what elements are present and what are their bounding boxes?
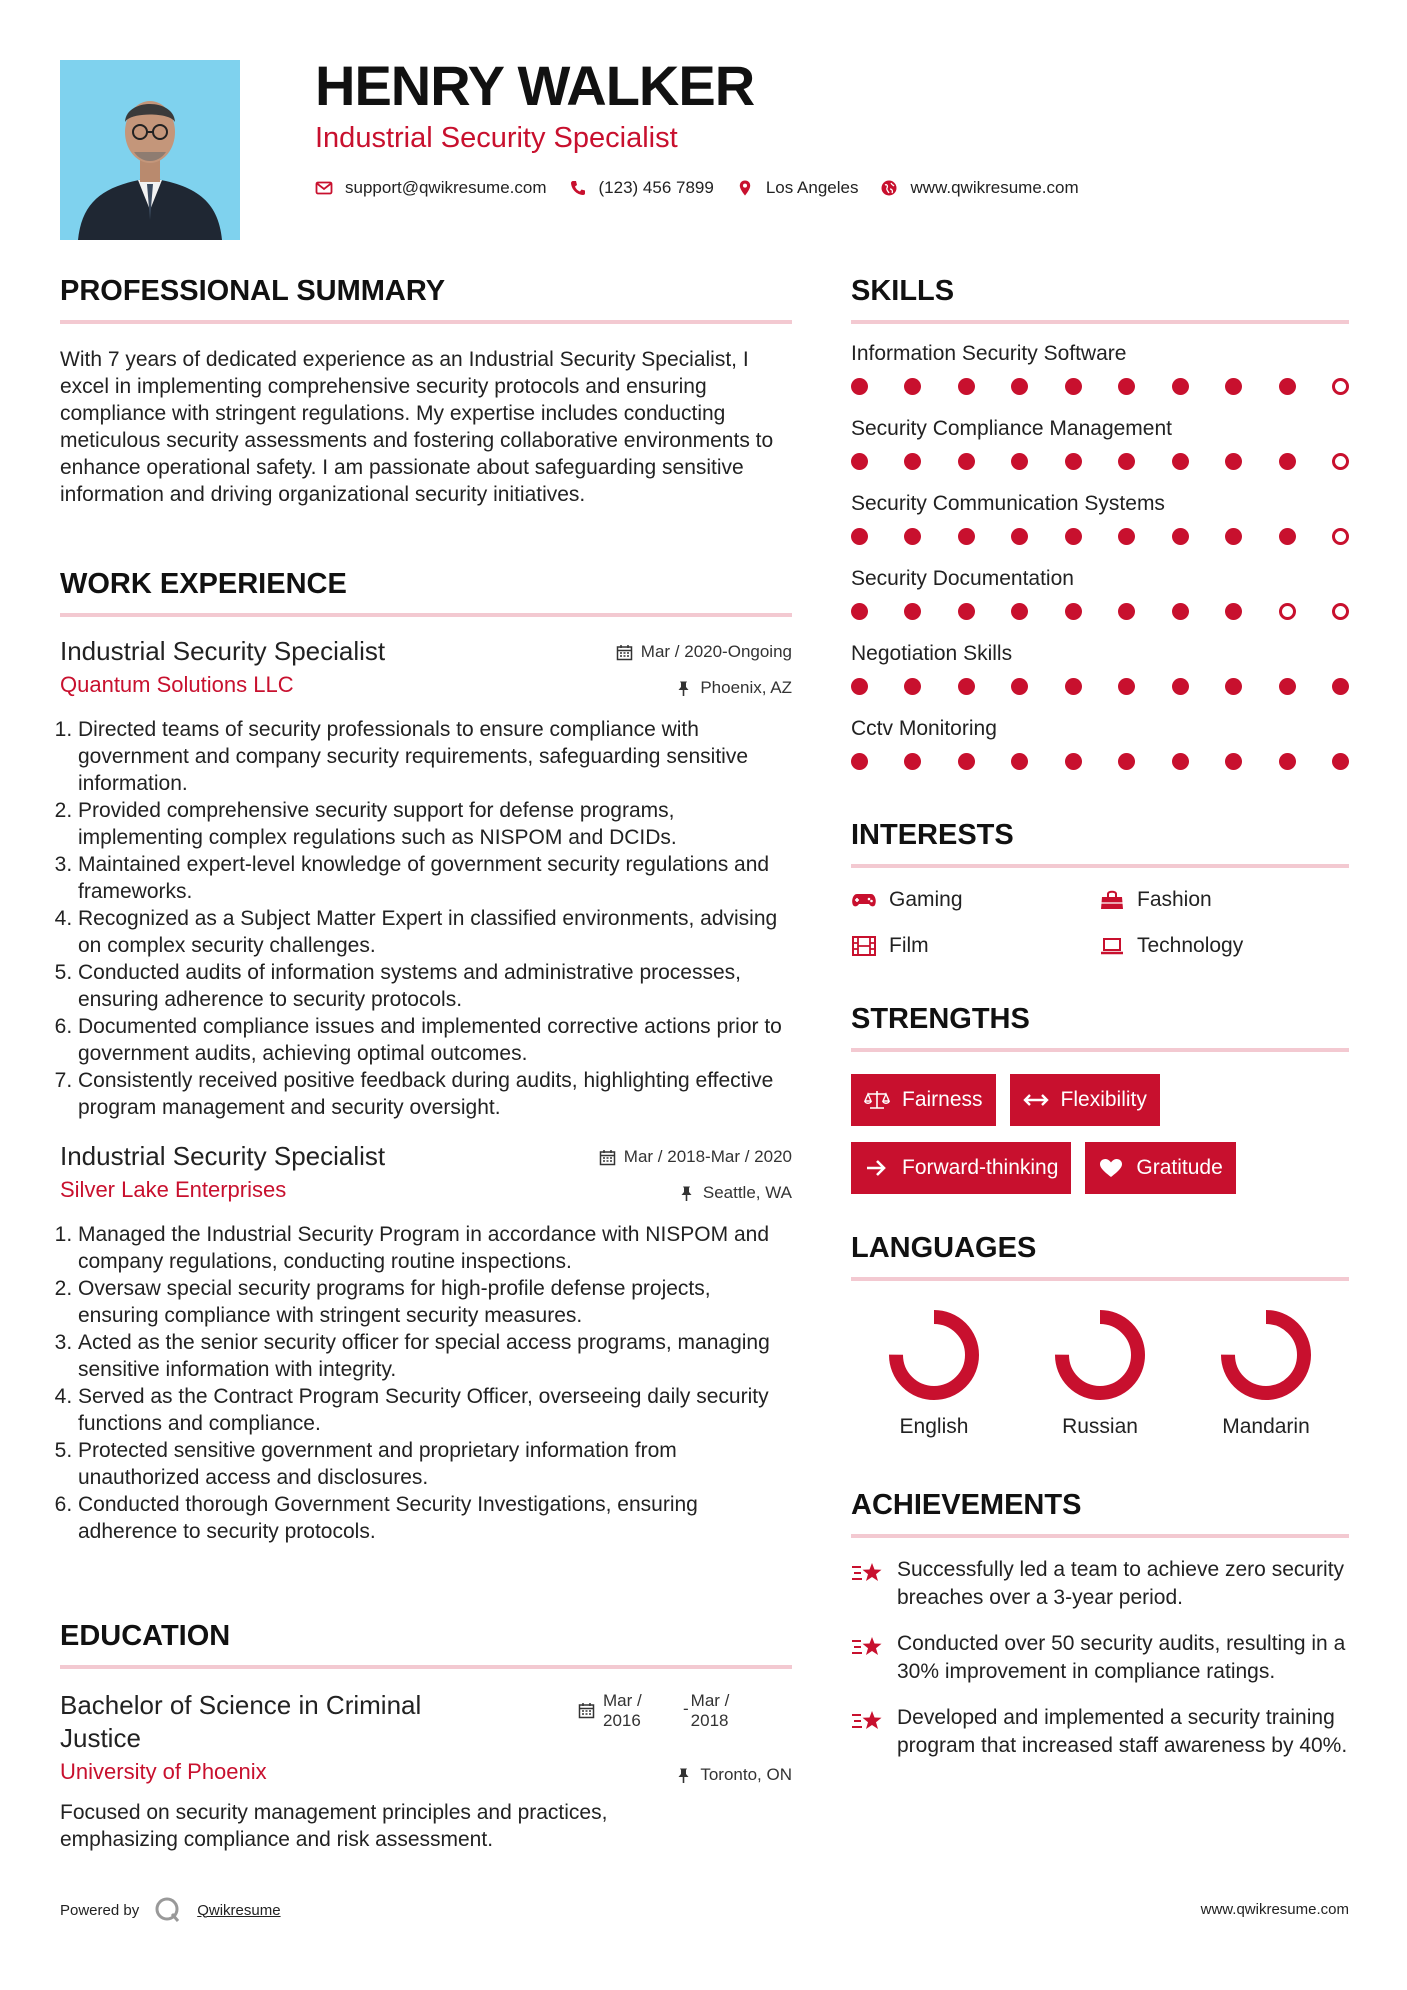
rating-dot — [904, 753, 921, 770]
rating-dot — [1332, 378, 1349, 395]
rating-dot — [904, 528, 921, 545]
language-item — [1183, 1307, 1349, 1439]
rating-dot — [1332, 453, 1349, 470]
map-pin-icon — [736, 179, 754, 197]
job-subheader — [60, 1177, 792, 1211]
rating-dot — [1118, 378, 1135, 395]
heart-icon — [1098, 1157, 1124, 1179]
rating-dot — [1011, 678, 1028, 695]
contact-bar — [315, 178, 1101, 198]
gamepad-icon — [851, 889, 877, 911]
achievement-text: Conducted over 50 security audits, resulting in a 30% improvement in compliance ratings. — [897, 1632, 1346, 1683]
degree-title: Bachelor of Science in Criminal Justice — [60, 1690, 422, 1753]
education-description: Focused on security management principles and practices, emphasizing compliance and risk assessment. — [60, 1801, 608, 1851]
school-location-text: Toronto, ON — [700, 1765, 792, 1784]
job-bullets — [60, 1221, 792, 1545]
strength-label: Flexibility — [1060, 1088, 1147, 1111]
skills-heading: SKILLS — [851, 277, 1349, 324]
rating-dot — [1172, 378, 1189, 395]
languages-list — [851, 1307, 1349, 1439]
strengths-tags — [851, 1074, 1349, 1210]
skill-name: Security Communication Systems — [851, 492, 1165, 515]
rating-dot — [1011, 753, 1028, 770]
interests-section — [851, 821, 1349, 958]
job-title: Industrial Security Specialist — [60, 1141, 386, 1171]
rating-dot — [1172, 753, 1189, 770]
rating-dot — [1118, 753, 1135, 770]
calendar-icon — [599, 1149, 616, 1166]
location-text: Los Angeles — [765, 178, 859, 197]
achievement-item — [851, 1630, 1349, 1686]
end-month: Mar / — [690, 1691, 730, 1710]
rating-dot — [1172, 603, 1189, 620]
interests-heading: INTERESTS — [851, 821, 1349, 868]
rating-dot — [851, 453, 868, 470]
rating-dot — [904, 453, 921, 470]
education-start-date — [603, 1691, 683, 1731]
rating-dot — [1065, 753, 1082, 770]
phone-text: (123) 456 7899 — [598, 178, 714, 197]
start-year: 2016 — [603, 1711, 641, 1730]
strength-tag — [1010, 1074, 1160, 1126]
job-company: Quantum Solutions LLC — [60, 672, 294, 697]
rating-dot — [1065, 528, 1082, 545]
powered-by-label: Powered by — [60, 1901, 140, 1919]
list-item: 2. Oversaw special security programs for high-profile defense projects, ensuring compliance with stringent security measures. — [78, 1275, 792, 1329]
candidate-title: Industrial Security Specialist — [315, 122, 678, 154]
education-header — [60, 1689, 792, 1759]
skill-rating — [851, 744, 1349, 778]
rating-dot — [1225, 378, 1242, 395]
rating-dot — [1279, 753, 1296, 770]
skill-name: Security Documentation — [851, 567, 1074, 590]
rating-dot — [904, 678, 921, 695]
arrows-horizontal-icon — [1023, 1089, 1049, 1111]
job-bullets — [60, 716, 792, 1121]
interest-item — [1099, 934, 1349, 958]
rating-dot — [958, 753, 975, 770]
skills-section — [851, 277, 1349, 789]
rating-dot — [1011, 453, 1028, 470]
rating-dot — [958, 603, 975, 620]
shooting-star-icon — [851, 1706, 885, 1736]
rating-dot — [1011, 603, 1028, 620]
interests-grid — [851, 888, 1349, 958]
achievement-item — [851, 1556, 1349, 1612]
rating-dot — [1065, 453, 1082, 470]
rating-dot — [1225, 528, 1242, 545]
rating-dot — [1065, 603, 1082, 620]
strength-label: Forward-thinking — [902, 1156, 1059, 1179]
rating-dot — [958, 528, 975, 545]
rating-dot — [851, 603, 868, 620]
job-entry — [60, 1141, 792, 1545]
job-title: Industrial Security Specialist — [60, 636, 386, 666]
achievements-section — [851, 1491, 1349, 1760]
pushpin-icon — [675, 680, 692, 697]
rating-dot — [1279, 678, 1296, 695]
rating-dot — [1225, 753, 1242, 770]
job-header — [60, 1141, 792, 1177]
languages-heading: LANGUAGES — [851, 1234, 1349, 1281]
summary-heading: PROFESSIONAL SUMMARY — [60, 277, 792, 324]
shooting-star-icon — [851, 1558, 885, 1588]
job-entry — [60, 636, 792, 1121]
list-item: 2. Provided comprehensive security support for defense programs, implementing complex regulations such as NISPOM and DCIDs. — [78, 797, 792, 851]
rating-dot — [1332, 678, 1349, 695]
list-item: 5. Protected sensitive government and proprietary information from unauthorized access and disclosures. — [78, 1437, 792, 1491]
rating-dot — [1011, 378, 1028, 395]
globe-icon — [880, 179, 898, 197]
rating-dot — [1118, 453, 1135, 470]
rating-dot — [1332, 753, 1349, 770]
contact-phone[interactable] — [569, 178, 714, 198]
language-name: Russian — [1062, 1415, 1138, 1438]
rating-dot — [1172, 453, 1189, 470]
strength-label: Fairness — [902, 1088, 983, 1111]
language-name: Mandarin — [1222, 1415, 1310, 1438]
strength-tag — [851, 1074, 996, 1126]
job-subheader — [60, 672, 792, 706]
list-item: 6. Documented compliance issues and implemented corrective actions prior to government audits, achieving optimal outcomes. — [78, 1013, 792, 1067]
experience-heading: WORK EXPERIENCE — [60, 570, 792, 617]
list-item: 3. Maintained expert-level knowledge of government security regulations and frameworks. — [78, 851, 792, 905]
interest-item — [851, 888, 1099, 912]
rating-dot — [1011, 528, 1028, 545]
interest-item — [851, 934, 1099, 958]
footer-website[interactable]: www.qwikresume.com — [1200, 1901, 1349, 1918]
calendar-icon — [578, 1702, 595, 1719]
balance-scale-icon — [864, 1089, 890, 1111]
rating-dot — [904, 378, 921, 395]
job-company: Silver Lake Enterprises — [60, 1177, 287, 1202]
contact-website[interactable] — [880, 178, 1078, 198]
interest-label: Gaming — [889, 888, 963, 911]
rating-dot — [851, 678, 868, 695]
education-end-date — [691, 1691, 730, 1731]
rating-dot — [1279, 378, 1296, 395]
education-heading: EDUCATION — [60, 1622, 792, 1669]
rating-dot — [851, 528, 868, 545]
pushpin-icon — [678, 1185, 695, 1202]
interest-label: Film — [889, 934, 929, 957]
list-item: 5. Conducted audits of information systems and administrative processes, ensuring adherence to security protocols. — [78, 959, 792, 1013]
job-date-text: Mar / 2020-Ongoing — [640, 642, 792, 661]
rating-dot — [1225, 603, 1242, 620]
skill-rating — [851, 594, 1349, 628]
rating-dot — [1332, 528, 1349, 545]
rating-dot — [1065, 678, 1082, 695]
contact-location — [736, 178, 859, 198]
calendar-icon — [616, 644, 633, 661]
experience-section — [60, 570, 792, 1545]
rating-dot — [904, 603, 921, 620]
phone-icon — [569, 179, 587, 197]
person-portrait-icon — [60, 60, 240, 240]
rating-dot — [1118, 528, 1135, 545]
rating-dot — [958, 678, 975, 695]
rating-dot — [1172, 528, 1189, 545]
envelope-icon — [315, 179, 333, 197]
skill-rating — [851, 444, 1349, 478]
profile-photo — [60, 60, 240, 240]
rating-dot — [1225, 678, 1242, 695]
shopping-bag-icon — [1099, 889, 1125, 911]
skill-name: Information Security Software — [851, 342, 1127, 365]
skill-name: Negotiation Skills — [851, 642, 1013, 665]
school-name: University of Phoenix — [60, 1759, 267, 1784]
date-separator: - — [683, 1699, 689, 1718]
shooting-star-icon — [851, 1632, 885, 1662]
achievement-text: Successfully led a team to achieve zero security breaches over a 3-year period. — [897, 1558, 1345, 1609]
job-date — [616, 642, 792, 662]
list-item: 6. Conducted thorough Government Security Investigations, ensuring adherence to security protocols. — [78, 1491, 792, 1545]
language-ring — [1218, 1307, 1314, 1403]
rating-dot — [1118, 603, 1135, 620]
summary-text: With 7 years of dedicated experience as an Industrial Security Specialist, I excel in implementing comprehensive security protocols and ensuring compliance with stringent regulations. My expertise includes conducting meticulous security assessments and fostering collaborative environments to enhance operational safety. I am passionate about safeguarding sensitive information and driving organizational security initiatives. — [60, 348, 774, 506]
education-section — [60, 1622, 792, 1853]
job-location — [678, 1183, 792, 1203]
rating-dot — [1118, 678, 1135, 695]
list-item: 4. Recognized as a Subject Matter Expert in classified environments, advising on complex security challenges. — [78, 905, 792, 959]
skill-name: Security Compliance Management — [851, 417, 1172, 440]
rating-dot — [851, 753, 868, 770]
job-date-text: Mar / 2018-Mar / 2020 — [623, 1147, 792, 1166]
pushpin-icon — [675, 1767, 692, 1784]
achievement-text: Developed and implemented a security training program that increased staff awareness by 40%. — [897, 1706, 1348, 1757]
achievements-list — [851, 1556, 1349, 1760]
rating-dot — [1279, 603, 1296, 620]
language-item — [1017, 1307, 1183, 1439]
job-location-text: Seattle, WA — [702, 1183, 792, 1202]
website-text: www.qwikresume.com — [910, 178, 1079, 197]
language-name: English — [899, 1415, 969, 1438]
list-item: 1. Managed the Industrial Security Program in accordance with NISPOM and company regulations, conducting routine inspections. — [78, 1221, 792, 1275]
interest-label: Fashion — [1137, 888, 1212, 911]
laptop-icon — [1099, 935, 1125, 957]
list-item: 3. Acted as the senior security officer for special access programs, managing sensitive information with integrity. — [78, 1329, 792, 1383]
interest-item — [1099, 888, 1349, 912]
languages-section — [851, 1234, 1349, 1439]
strengths-heading: STRENGTHS — [851, 1005, 1349, 1052]
job-header — [60, 636, 792, 672]
rating-dot — [1065, 378, 1082, 395]
job-date — [599, 1147, 792, 1167]
brand-link[interactable]: Qwikresume — [197, 1901, 281, 1919]
rating-dot — [958, 378, 975, 395]
interest-label: Technology — [1137, 934, 1244, 957]
skill-rating — [851, 519, 1349, 553]
education-dates — [578, 1691, 729, 1731]
skill-name: Cctv Monitoring — [851, 717, 997, 740]
education-subheader — [60, 1759, 792, 1793]
rating-dot — [958, 453, 975, 470]
list-item: 4. Served as the Contract Program Security Officer, overseeing daily security functions and compliance. — [78, 1383, 792, 1437]
summary-section — [60, 277, 792, 508]
job-location — [675, 678, 792, 698]
language-ring — [1052, 1307, 1148, 1403]
skills-list — [851, 339, 1349, 778]
rating-dot — [1225, 453, 1242, 470]
rating-dot — [1172, 678, 1189, 695]
strength-tag — [851, 1142, 1071, 1194]
language-item — [851, 1307, 1017, 1439]
language-ring — [886, 1307, 982, 1403]
film-icon — [851, 935, 877, 957]
rating-dot — [1279, 528, 1296, 545]
strength-tag — [1085, 1142, 1235, 1194]
strengths-section — [851, 1005, 1349, 1210]
candidate-name: HENRY WALKER — [315, 54, 755, 117]
school-location — [675, 1765, 792, 1785]
email-text: support@qwikresume.com — [345, 178, 547, 197]
rating-dot — [1279, 453, 1296, 470]
job-location-text: Phoenix, AZ — [700, 678, 792, 697]
start-month: Mar / — [603, 1691, 642, 1710]
powered-by — [60, 1895, 281, 1925]
list-item: 1. Directed teams of security professionals to ensure compliance with government and company security requirements, safeguarding sensitive information. — [78, 716, 792, 797]
arrow-right-icon — [864, 1157, 890, 1179]
end-year: 2018 — [690, 1711, 729, 1730]
strength-label: Gratitude — [1136, 1156, 1223, 1179]
rating-dot — [1332, 603, 1349, 620]
rating-dot — [851, 378, 868, 395]
skill-rating — [851, 369, 1349, 403]
qwikresume-logo-icon — [153, 1895, 183, 1925]
contact-email[interactable] — [315, 178, 547, 198]
skill-rating — [851, 669, 1349, 703]
achievements-heading: ACHIEVEMENTS — [851, 1491, 1349, 1538]
list-item: 7. Consistently received positive feedback during audits, highlighting effective program management and security oversight. — [78, 1067, 792, 1121]
achievement-item — [851, 1704, 1349, 1760]
